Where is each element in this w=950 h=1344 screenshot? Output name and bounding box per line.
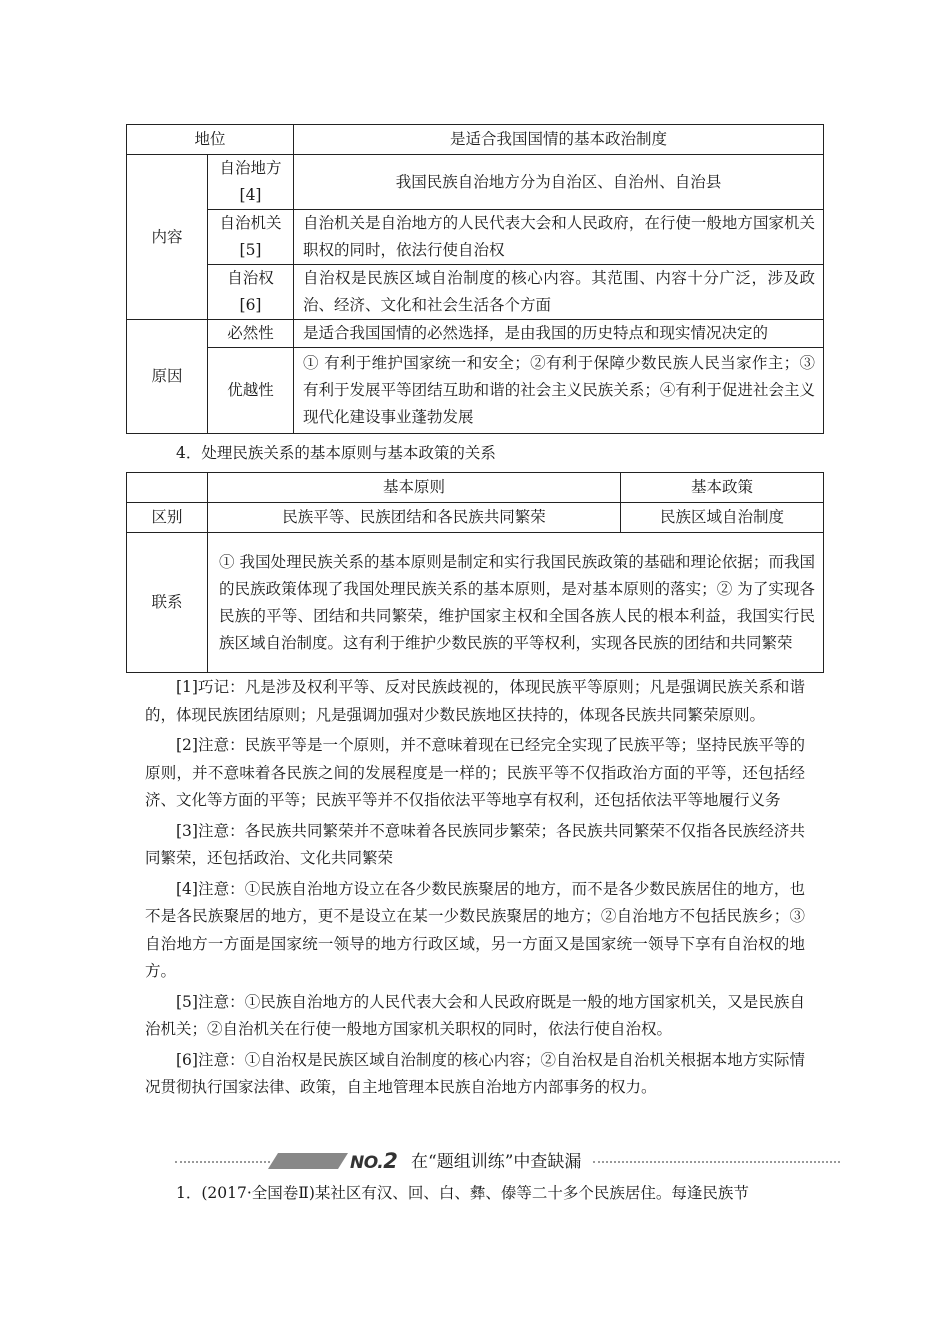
row-text-autonomous-organ: 自治机关是自治地方的人民代表大会和人民政府，在行使一般地方国家机关职权的同时，依法行使自治权: [294, 210, 824, 265]
row-label-autonomous-organ: [208, 210, 294, 265]
banner-no-prefix: NO.: [350, 1153, 384, 1173]
necessity-text: 是适合我国国情的必然选择，是由我国的历史特点和现实情况决定的: [294, 320, 824, 348]
necessity-label: 必然性: [208, 320, 294, 348]
question-1: 1．(2017·全国卷Ⅱ)某社区有汉、回、白、彝、傣等二十多个民族居住。每逢民族节: [176, 1184, 749, 1202]
dotted-rule-right: [593, 1161, 840, 1163]
note-2: [2]注意：民族平等是一个原则，并不意味着现在已经完全实现了民族平等；坚持民族平等的原则，并不意味着各民族之间的发展程度是一样的；民族平等不仅指政治方面的平等，还包括经济、文化等方面的平等；民族平等并不仅指依法平等地享有权利，还包括依法平等地履行义务: [145, 736, 805, 809]
header-policy: 基本政策: [621, 473, 824, 503]
banner-slash-decoration: [268, 1153, 348, 1169]
superiority-label: 优越性: [208, 348, 294, 434]
status-value: 是适合我国国情的基本政治制度: [294, 125, 824, 155]
section-caption: 4．处理民族关系的基本原则与基本政策的关系: [176, 444, 496, 462]
status-label: 地位: [127, 125, 294, 155]
header-empty-cell: [127, 473, 208, 503]
principle-policy-table: [126, 472, 824, 673]
reason-label: 原因: [127, 320, 208, 434]
diff-label: 区别: [127, 503, 208, 533]
section-banner: [175, 1148, 840, 1176]
dotted-rule-left: [175, 1161, 270, 1163]
note-4: [4]注意：①民族自治地方设立在各少数民族聚居的地方，而不是各少数民族居住的地方，也不是各民族聚居的地方，更不是设立在某一少数民族聚居的地方；②自治地方不包括民族乡；③自治地方一方面是国家统一领导的地方行政区域，另一方面又是国家统一领导下享有自治权的地方。: [145, 879, 805, 980]
diff-policy: 民族区域自治制度: [621, 503, 824, 533]
note-5: [5]注意：①民族自治地方的人民代表大会和人民政府既是一般的地方国家机关，又是民族自治机关；②自治机关在行使一般地方国家机关职权的同时，依法行使自治权。: [145, 992, 805, 1038]
note-1: [1]巧记：凡是涉及权利平等、反对民族歧视的，体现民族平等原则；凡是强调民族关系和谐的，体现民族团结原则；凡是强调加强对少数民族地区扶持的，体现各民族共同繁荣原则。: [145, 678, 805, 724]
row-text-autonomous-area: 我国民族自治地方分为自治区、自治州、自治县: [294, 155, 824, 210]
row-label-text: 自治机关: [219, 214, 282, 232]
row-label-autonomy-right: [208, 265, 294, 320]
content-label: 内容: [127, 155, 208, 320]
banner-title: 在“题组训练”中查缺漏: [411, 1152, 582, 1172]
link-text: ① 我国处理民族关系的基本原则是制定和实行我国民族政策的基础和理论依据；而我国的民族政策体现了我国处理民族关系的基本原则，是对基本原则的落实；② 为了实现各民族的平等、团结和共同繁荣，维护国家主权和全国各族人民的根本利益，我国实行民族区域自治制度。这有利于维护少数民族的平等权利，实现各民族的团结和共同繁荣: [208, 533, 824, 673]
row-label-autonomous-area: [208, 155, 294, 210]
banner-no-number: 2: [383, 1149, 398, 1173]
row-label-text: 自治权: [227, 269, 274, 287]
note-3: [3]注意：各民族共同繁荣并不意味着各民族同步繁荣；各民族共同繁荣不仅指各民族经济共同繁荣，还包括政治、文化共同繁荣: [145, 821, 805, 867]
autonomy-system-table: [126, 124, 824, 434]
link-label: 联系: [127, 533, 208, 673]
row-ref: [4]: [239, 186, 262, 204]
header-principle: 基本原则: [208, 473, 621, 503]
row-ref: [5]: [239, 241, 262, 259]
superiority-text: ① 有利于维护国家统一和安全；②有利于保障少数民族人民当家作主；③有利于发展平等团结互助和谐的社会主义民族关系；④有利于促进社会主义现代化建设事业蓬勃发展: [294, 348, 824, 434]
notes-section: [145, 674, 805, 1105]
diff-principle: 民族平等、民族团结和各民族共同繁荣: [208, 503, 621, 533]
note-6: [6]注意：①自治权是民族区域自治制度的核心内容；②自治权是自治机关根据本地方实际情况贯彻执行国家法律、政策，自主地管理本民族自治地方内部事务的权力。: [145, 1050, 805, 1096]
row-text-autonomy-right: 自治权是民族区域自治制度的核心内容。其范围、内容十分广泛，涉及政治、经济、文化和社会生活各个方面: [294, 265, 824, 320]
banner-number: [350, 1149, 397, 1173]
row-ref: [6]: [239, 296, 262, 314]
row-label-text: 自治地方: [219, 159, 282, 177]
